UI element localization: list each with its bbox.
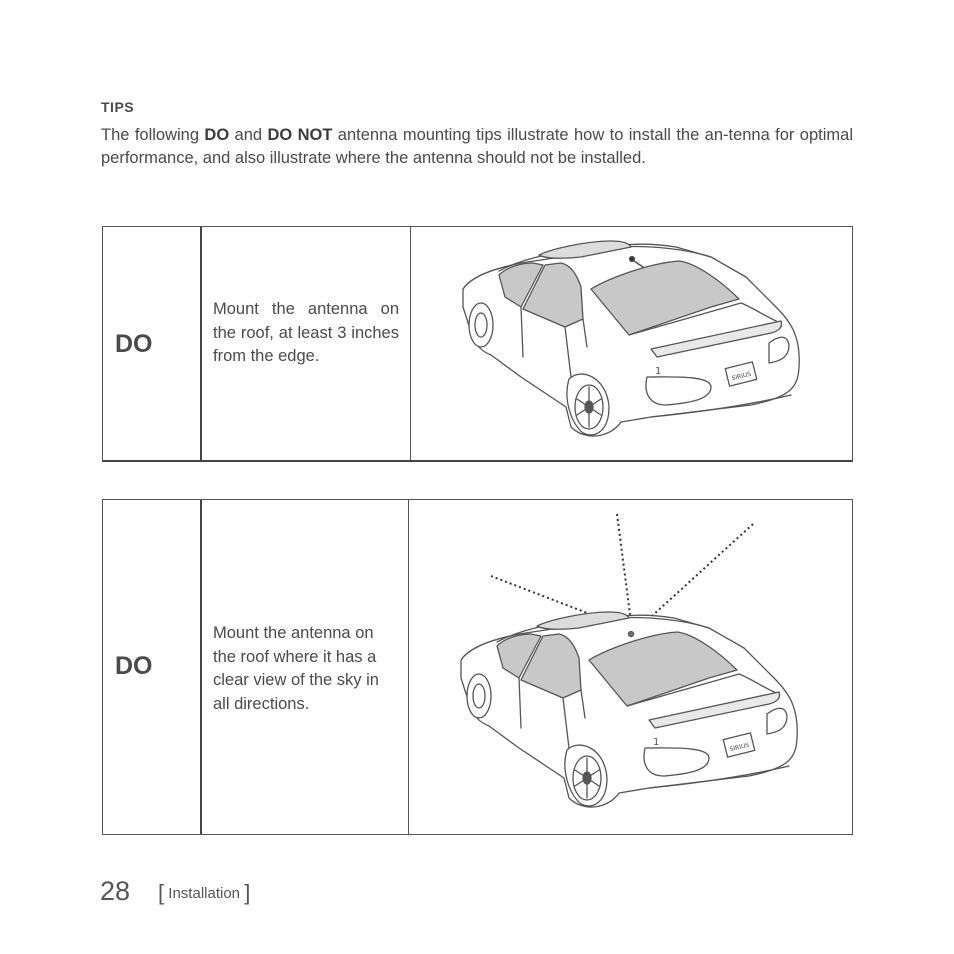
close-bracket: ] xyxy=(244,880,251,905)
tip-illustration-cell xyxy=(409,500,852,834)
open-bracket: [ xyxy=(158,880,165,905)
page-number: 28 xyxy=(100,876,131,906)
tip-description: Mount the antenna on the roof where it has a clear view of the sky in all directions. xyxy=(213,624,379,713)
tip-text-cell xyxy=(202,227,411,460)
intro-text-1: The following xyxy=(101,126,205,144)
section-heading: TIPS xyxy=(101,99,135,115)
section-label xyxy=(158,880,250,906)
section-name: Installation xyxy=(168,885,241,902)
intro-text-3: antenna mounting tips illustrate how to install the an-tenna for optimal performance, and also illustrate where the antenna should not be installed. xyxy=(101,126,853,167)
svg-text:1: 1 xyxy=(655,366,662,377)
sirius-badge-text: SIRIUS xyxy=(731,370,752,383)
tip-label-cell xyxy=(103,227,202,460)
tip-illustration-cell xyxy=(411,227,852,460)
intro-paragraph xyxy=(101,124,853,170)
tip-table-2 xyxy=(102,499,853,835)
sky-view-lines xyxy=(491,514,753,626)
intro-text-2: and xyxy=(229,126,268,144)
do-label: DO xyxy=(115,330,153,358)
car-sky-view-illustration xyxy=(409,500,852,833)
svg-text:1: 1 xyxy=(653,737,660,748)
do-label: DO xyxy=(115,652,153,680)
tip-description: Mount the antenna on the roof, at least 3 inches from the edge. xyxy=(213,300,399,365)
intro-do: DO xyxy=(204,126,230,144)
tip-label-cell xyxy=(103,500,202,834)
tip-table-1 xyxy=(102,226,853,462)
car-roof-antenna-illustration xyxy=(411,227,852,460)
tip-text-cell xyxy=(202,500,409,834)
intro-do-not: DO NOT xyxy=(267,126,333,144)
sirius-badge-text: SIRIUS xyxy=(729,741,750,754)
